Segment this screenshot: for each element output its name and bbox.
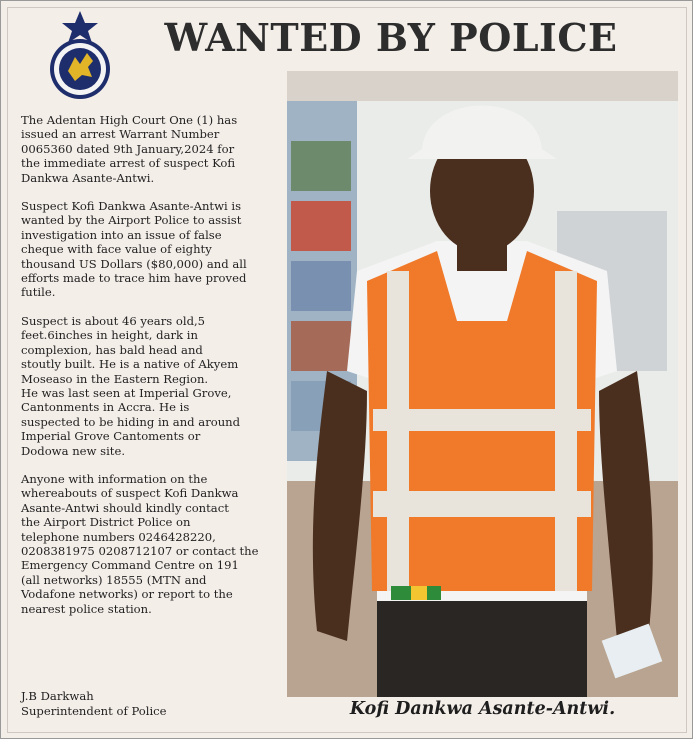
paragraph-contact: Anyone with information on the whereabouts of suspect Kofi Dankwa Asante-Antwi should kindly contact the Airport District Police on telephone numbers 0246428220, 0208381975 0208712107 or contact the Emergency Command Centre on 191 (all networks) 18555 (MTN and Vodafone networks) or report to the nearest police station.: [21, 471, 259, 616]
photo-caption: Kofi Dankwa Asante-Antwi.: [349, 699, 616, 719]
paragraph-warrant: The Adentan High Court One (1) has issued an arrest Warrant Number 0065360 dated 9th January,2024 for the immediate arrest of suspect Kofi Dankwa Asante-Antwi.: [21, 113, 238, 185]
suspect-photo: [287, 71, 678, 697]
star-icon: [62, 11, 98, 43]
signature-rank: Superintendent of Police: [21, 704, 167, 718]
notice-text: [21, 113, 283, 630]
page-title: WANTED BY POLICE: [164, 15, 618, 60]
signature-block: [21, 689, 167, 719]
police-logo: [35, 9, 125, 101]
paragraph-offence: Suspect Kofi Dankwa Asante-Antwi is wanted by the Airport Police to assist investigation into an issue of false cheque with face value of eighty thousand US Dollars ($80,000) and all efforts made to trace him have proved futile.: [21, 199, 247, 300]
signature-name: J.B Darkwah: [21, 689, 94, 703]
paragraph-description: Suspect is about 46 years old,5 feet.6inches in height, dark in complexion, has bald head and stoutly built. He is a native of Akyem Moseaso in the Eastern Region. He was last seen at Imperial Grove, Cantonments in Accra. He is suspected to be hiding in and around Imperial Grove Cantoments or Dodowa new site.: [21, 313, 241, 458]
